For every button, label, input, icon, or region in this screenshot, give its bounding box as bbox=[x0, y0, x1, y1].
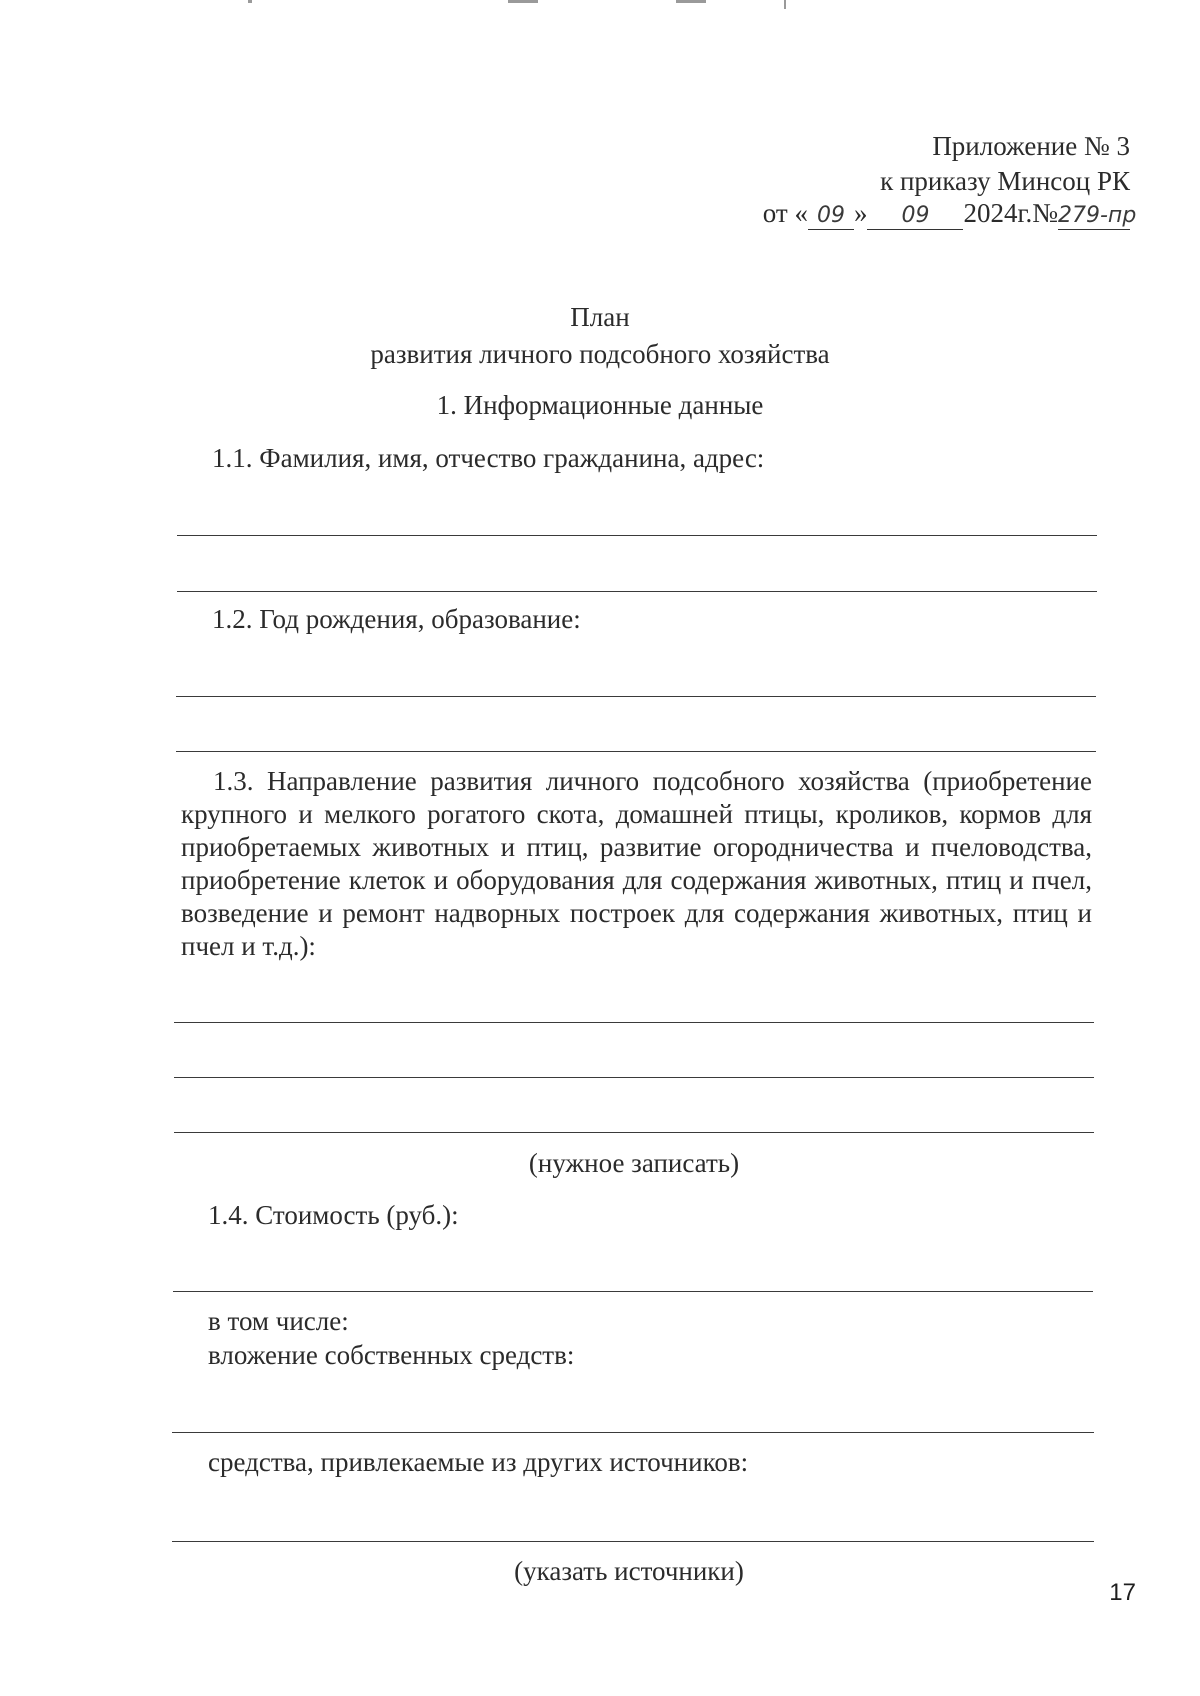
label-including: в том числе: bbox=[208, 1306, 349, 1336]
order-date-mid: » bbox=[853, 198, 868, 228]
scan-artifact bbox=[508, 0, 538, 3]
order-reference: к приказу Минсоц РК bbox=[880, 166, 1130, 196]
section-heading: 1. Информационные данные bbox=[436, 390, 764, 420]
document-subtitle: развития личного подсобного хозяйства bbox=[370, 339, 830, 369]
page-number: 17 bbox=[1109, 1579, 1136, 1606]
order-date-prefix: от « bbox=[762, 198, 808, 228]
order-year: 2024г.№ bbox=[963, 198, 1058, 228]
field-label-birth-education: 1.2. Год рождения, образование: bbox=[212, 604, 581, 634]
order-date-line bbox=[762, 197, 1137, 230]
fill-line-own-funds bbox=[172, 1432, 1094, 1433]
field-label-other-funds: средства, привлекаемые из других источников: bbox=[208, 1447, 749, 1477]
field-label-own-funds: вложение собственных средств: bbox=[208, 1340, 575, 1370]
fill-line-birth-education-1 bbox=[176, 696, 1096, 697]
appendix-number: Приложение № 3 bbox=[932, 131, 1130, 161]
fill-line-name-address-1 bbox=[177, 535, 1097, 536]
scan-artifact bbox=[676, 0, 706, 3]
scan-artifact bbox=[248, 0, 252, 3]
note-specify-sources: (указать источники) bbox=[514, 1556, 744, 1586]
fill-line-birth-education-2 bbox=[176, 751, 1096, 752]
field-label-name-address: 1.1. Фамилия, имя, отчество гражданина, адрес: bbox=[212, 443, 765, 473]
order-month-handwritten: 09 bbox=[867, 203, 963, 230]
field-label-development-direction: 1.3. Направление развития личного подсобного хозяйства (приобретение крупного и мелкого рогатого скота, домашней птицы, кроликов, кормов для приобретаемых животных и птиц, развитие огородничества и пчеловодства, приобретение клеток и оборудования для содержания животных, птиц и пчел, возведение и ремонт надворных построек для содержания животных, птиц и пчел и т.д.): bbox=[181, 766, 1092, 961]
field-label-cost: 1.4. Стоимость (руб.): bbox=[208, 1200, 459, 1230]
document-title: План bbox=[570, 302, 630, 332]
fill-line-direction-3 bbox=[174, 1132, 1094, 1133]
scan-artifact bbox=[784, 0, 786, 9]
fill-line-direction-1 bbox=[174, 1022, 1094, 1023]
order-day-handwritten: 09 bbox=[808, 203, 854, 230]
fill-line-cost bbox=[173, 1291, 1093, 1292]
fill-line-other-funds bbox=[172, 1541, 1094, 1542]
order-number-handwritten: 279-пр bbox=[1058, 203, 1137, 228]
fill-line-name-address-2 bbox=[177, 591, 1097, 592]
note-write-needed: (нужное записать) bbox=[528, 1148, 740, 1178]
fill-line-direction-2 bbox=[174, 1077, 1094, 1078]
